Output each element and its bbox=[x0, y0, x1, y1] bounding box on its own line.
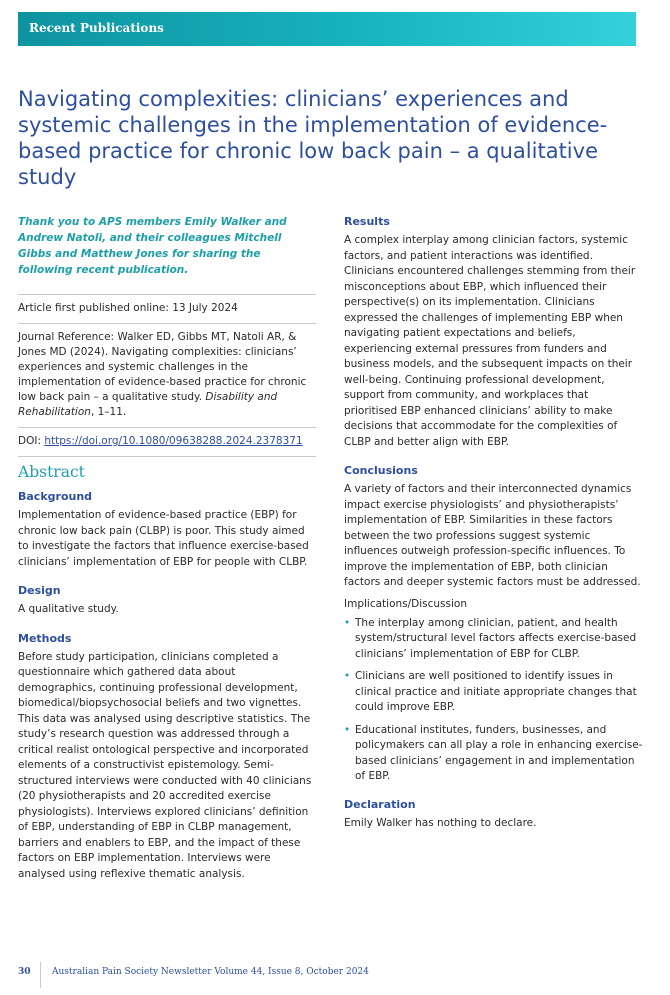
journal-name: Disability and Rehabilitation bbox=[18, 391, 278, 418]
list-item bbox=[344, 723, 644, 785]
results-text: A complex interplay among clinician factors, systemic factors, and patient interactions was identified. Clinicians encountered challenges stemming from their misconceptions about EBP, which influenced their perspective(s) on its implementation. Clinicians expressed the challenges of implementing EBP when navigating patient expectations and beliefs, experiencing external pressures from funders and business models, and the subsequent impacts on their well-being. Continuing professional development, support from community, and workplaces that prioritised EBP enhanced clinicians’ ability to make decisions that accommodate for the complexities of CLBP and better align with EBP. bbox=[344, 234, 636, 448]
journal-reference bbox=[18, 323, 316, 420]
bullet-icon: • bbox=[344, 723, 351, 736]
footer-divider bbox=[40, 962, 41, 988]
left-column bbox=[18, 214, 316, 895]
background-text: Implementation of evidence-based practice (EBP) for chronic low back pain (CLBP) is poor. This study aimed to investigate the factors that influence exercise-based clinicians’ implementation of EBP for people with CLBP. bbox=[18, 509, 309, 568]
list-item bbox=[344, 616, 644, 663]
design-heading: Design bbox=[18, 584, 61, 597]
newsletter-title: Australian Pain Society Newsletter Volume 44, Issue 8, October 2024 bbox=[52, 967, 369, 977]
section-label: Recent Publications bbox=[29, 21, 164, 35]
journal-reference-text: Journal Reference: Walker ED, Gibbs MT, Natoli AR, & Jones MD (2024). Navigating complexities: clinicians’ experiences and systemic challenges in the implementation of evidence-based practice for chronic low back pain – a qualitative study. bbox=[18, 331, 307, 403]
results-heading: Results bbox=[344, 215, 390, 228]
right-column bbox=[344, 214, 644, 844]
conclusions-heading: Conclusions bbox=[344, 464, 418, 477]
declaration-text: Emily Walker has nothing to declare. bbox=[344, 816, 537, 829]
implications-heading: Implications/Discussion bbox=[344, 597, 467, 610]
implication-text: Educational institutes, funders, businesses, and policymakers can all play a role in enhancing exercise-based clinicians’ engagement in and implementation of EBP. bbox=[355, 723, 643, 782]
implications-list bbox=[344, 616, 644, 785]
declaration-heading: Declaration bbox=[344, 797, 416, 811]
conclusions-text: A variety of factors and their interconnected dynamics impact exercise physiologists’ and physiotherapists’ implementation of EBP. Similarities in these factors between the two professions suggest systemic influences outweigh profession-specific influences. To improve the implementation of EBP, both clinician factors and deeper systemic factors must be addressed. bbox=[344, 483, 641, 588]
methods-text: Before study participation, clinicians completed a questionnaire which gathered data about demographics, continuing professional development, biomedical/biopsychosocial beliefs and two vignettes. This data was analysed using descriptive statistics. The study’s research question was addressed through a critical realist ontological perspective and incorporated elements of a constructivist epistemology. Semi-structured interviews were conducted with 40 clinicians (20 physiotherapists and 20 accredited exercise physiologists). Interviews explored clinicians’ definition of EBP, understanding of EBP in CLBP management, barriers and enablers to EBP, and the impact of these factors on EBP implementation. Interviews were analysed using reflexive thematic analysis. bbox=[18, 650, 312, 880]
section-banner bbox=[18, 12, 636, 46]
doi bbox=[18, 427, 316, 449]
design-text: A qualitative study. bbox=[18, 603, 119, 615]
page-number: 30 bbox=[18, 967, 31, 977]
implication-text: The interplay among clinician, patient, and health system/structural level factors affects exercise-based clinicians’ implementation of EBP for CLBP. bbox=[355, 616, 637, 660]
background-heading: Background bbox=[18, 490, 93, 503]
list-item bbox=[344, 669, 644, 716]
abstract-heading: Abstract bbox=[18, 456, 316, 481]
implication-text: Clinicians are well positioned to identify issues in clinical practice and initiate appropriate changes that could improve EBP. bbox=[355, 670, 637, 713]
bullet-icon: • bbox=[344, 670, 351, 682]
bullet-icon: • bbox=[344, 616, 351, 629]
published-date: Article first published online: 13 July 2024 bbox=[18, 294, 316, 316]
article-title: Navigating complexities: clinicians’ experiences and systemic challenges in the implementation of evidence-based practice for chronic low back pain – a qualitative study bbox=[18, 87, 608, 189]
intro-text: Thank you to APS members Emily Walker and Andrew Natoli, and their colleagues Mitchell Gibbs and Matthew Jones for sharing the following recent publication. bbox=[18, 216, 287, 276]
journal-reference-pages: , 1–11. bbox=[90, 406, 127, 418]
methods-heading: Methods bbox=[18, 631, 72, 645]
doi-link[interactable]: https://doi.org/10.1080/09638288.2024.2378371 bbox=[44, 435, 303, 447]
doi-label: DOI: bbox=[18, 435, 45, 447]
